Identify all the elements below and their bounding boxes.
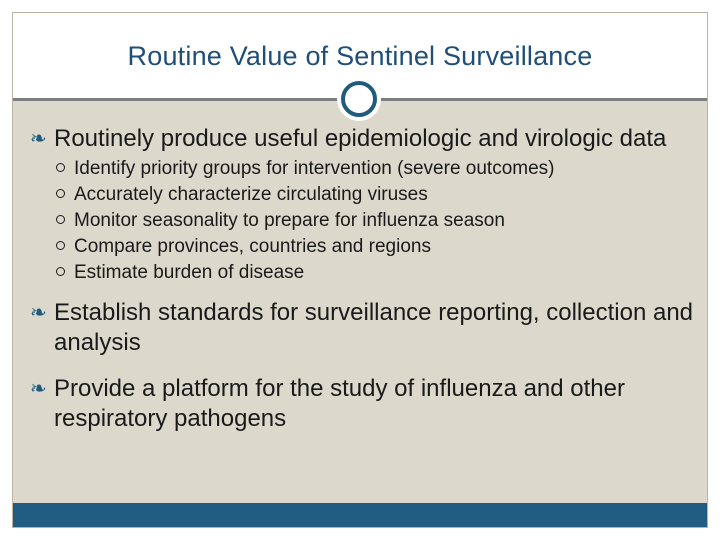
hollow-circle-bullet-icon	[56, 267, 65, 276]
hollow-circle-bullet-icon	[56, 163, 65, 172]
sub-bullet-text: Identify priority groups for intervention (severe outcomes)	[74, 158, 555, 179]
slide-title: Routine Value of Sentinel Surveillance	[127, 41, 593, 71]
sub-bullet-item	[56, 234, 700, 260]
bullet-text: Routinely produce useful epidemiologic and virologic data	[54, 125, 667, 152]
sub-bullet-item	[56, 156, 700, 182]
slide-body	[30, 124, 700, 434]
bullet-item	[30, 298, 700, 358]
bullet-text: Provide a platform for the study of influenza and other respiratory pathogens	[54, 375, 625, 432]
sub-bullet-text: Estimate burden of disease	[74, 262, 305, 283]
footer-bar	[13, 503, 707, 527]
bullet-item	[30, 374, 700, 434]
bullet-text: Establish standards for surveillance reporting, collection and analysis	[54, 299, 694, 356]
ribbon-bullet-icon: ❧	[30, 128, 47, 150]
bullet-item	[30, 124, 700, 154]
sub-bullet-text: Monitor seasonality to prepare for influenza season	[74, 210, 505, 231]
ribbon-bullet-icon: ❧	[30, 302, 47, 324]
hollow-circle-bullet-icon	[56, 215, 65, 224]
ribbon-bullet-icon: ❧	[30, 378, 47, 400]
sub-bullet-item	[56, 208, 700, 234]
sub-bullet-text: Accurately characterize circulating viruses	[74, 184, 428, 205]
sub-bullet-item	[56, 260, 700, 286]
sub-bullet-list	[56, 156, 700, 286]
hollow-circle-bullet-icon	[56, 189, 65, 198]
ring-icon	[341, 81, 377, 117]
sub-bullet-text: Compare provinces, countries and regions	[74, 236, 431, 257]
sub-bullet-item	[56, 182, 700, 208]
hollow-circle-bullet-icon	[56, 241, 65, 250]
